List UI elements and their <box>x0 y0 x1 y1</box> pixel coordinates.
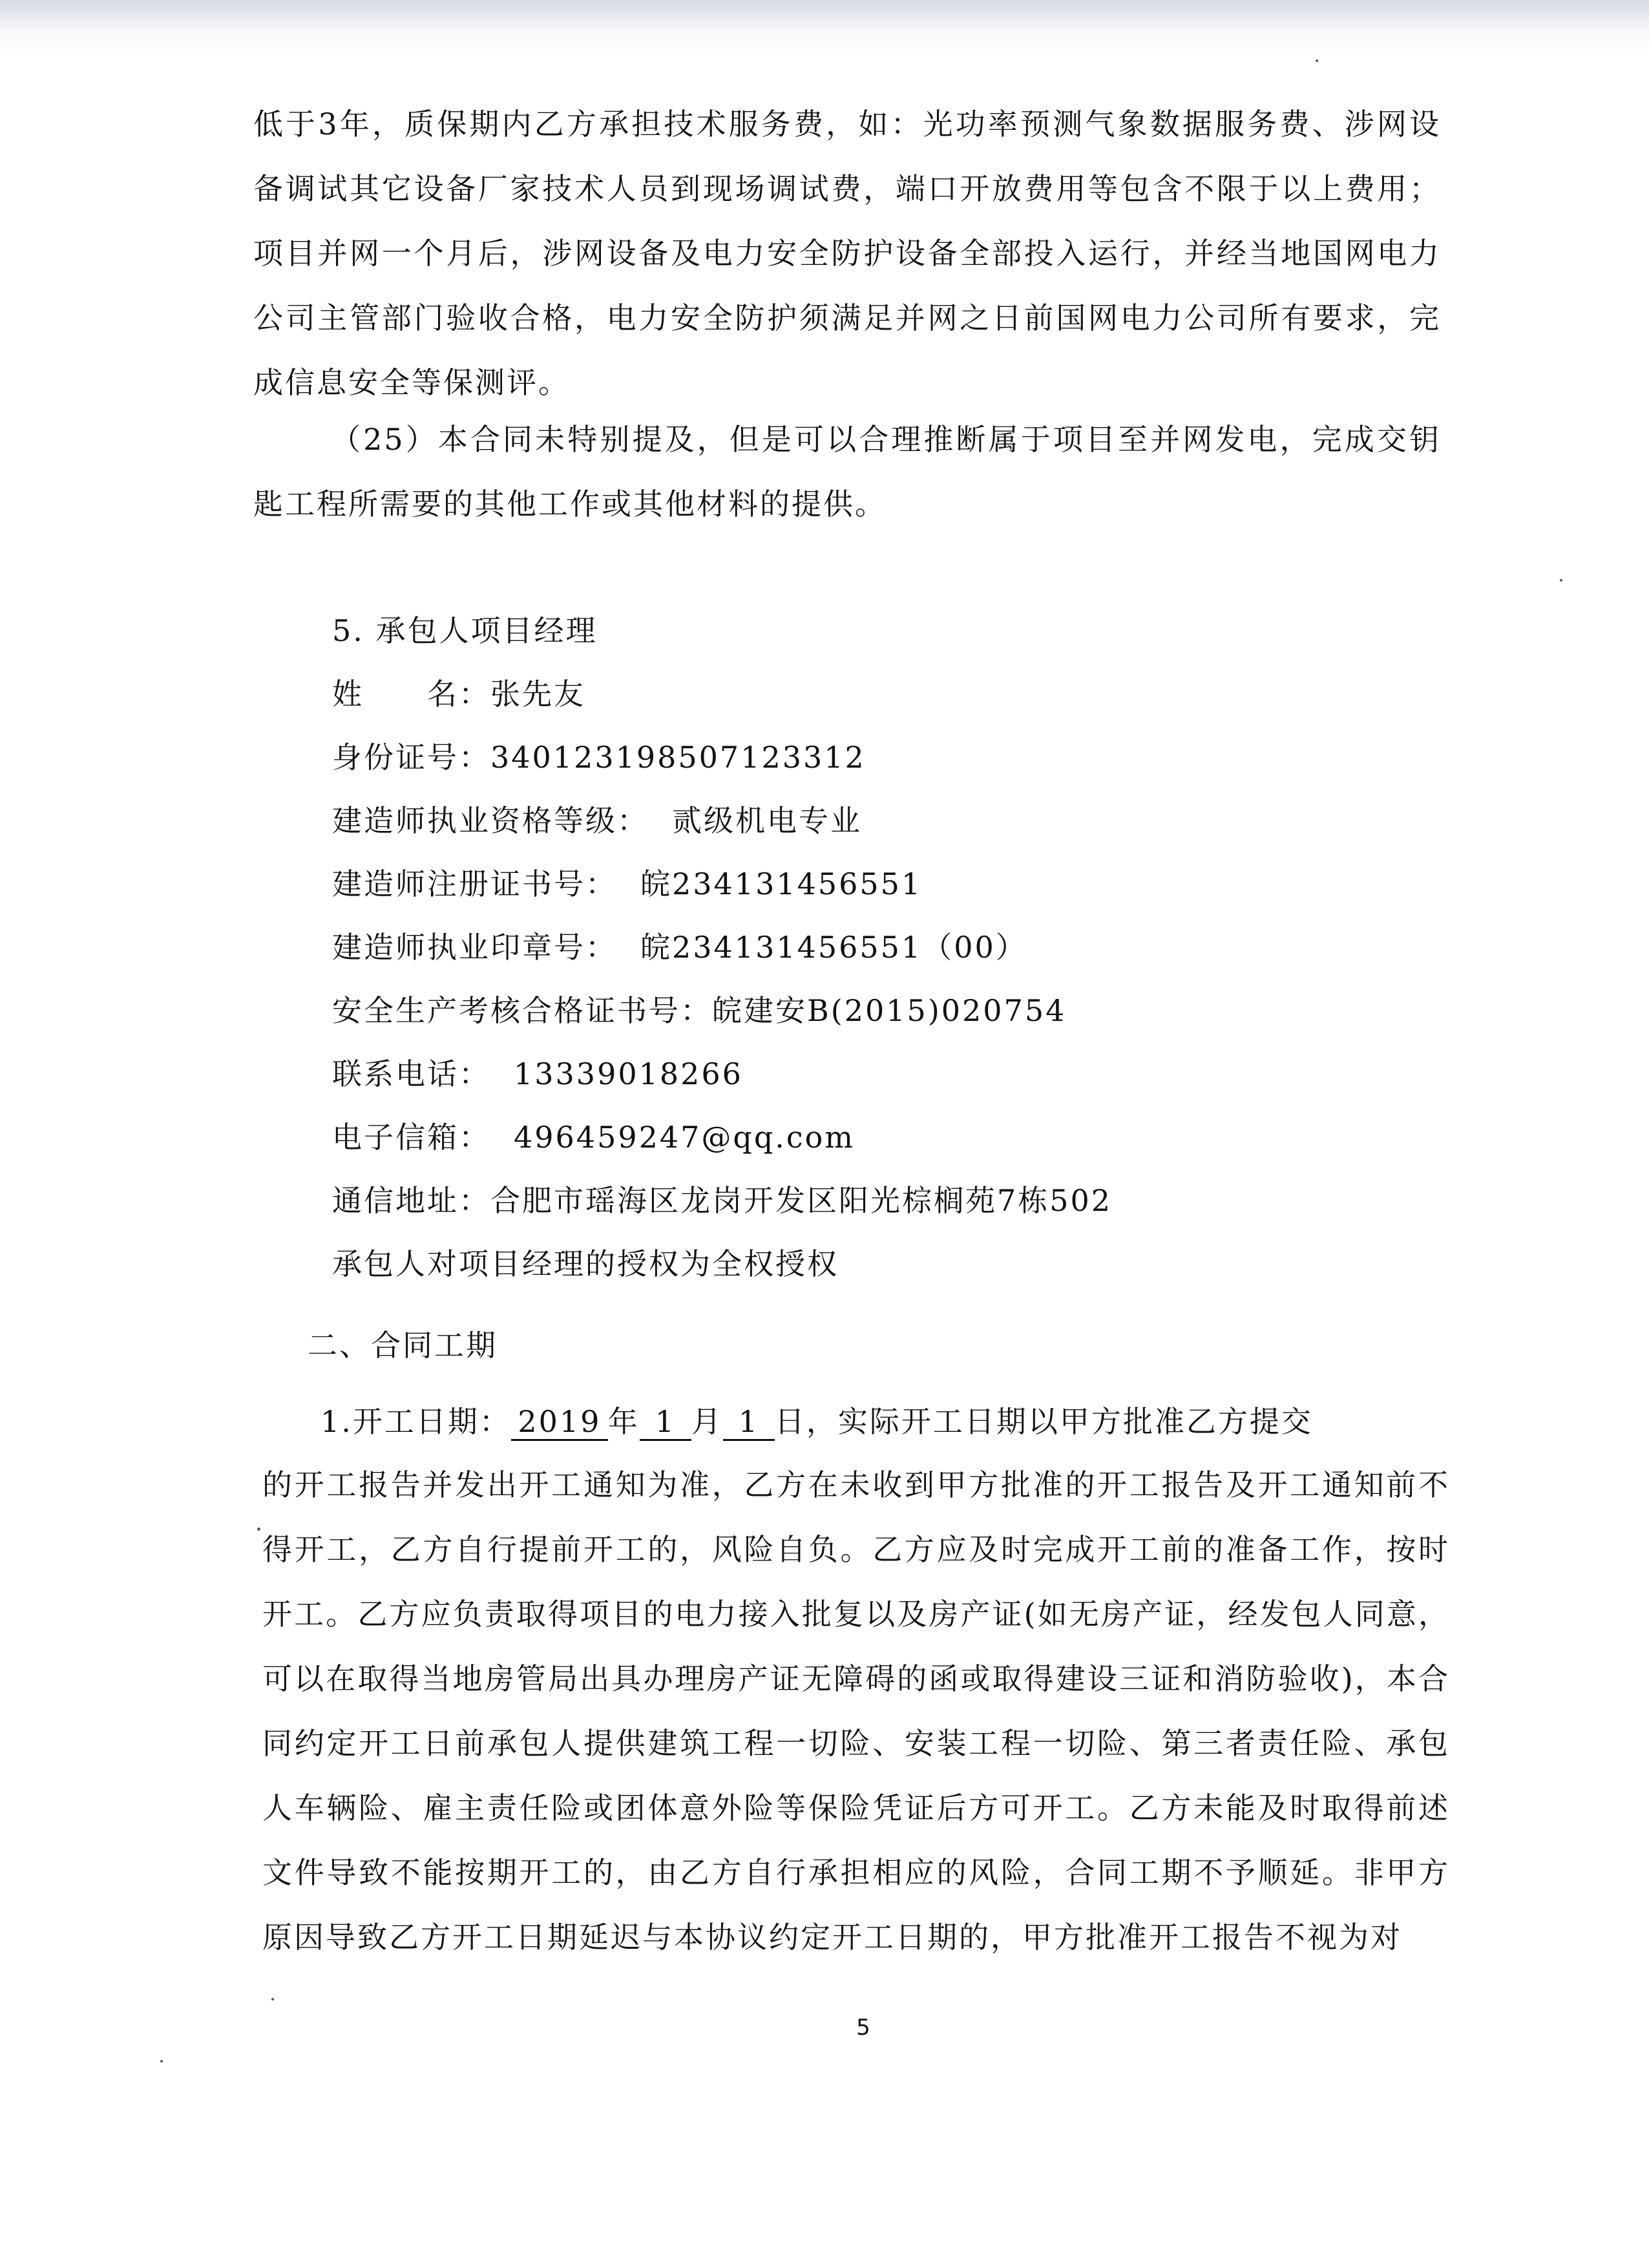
paragraph-item-25: （25）本合同未特别提及，但是可以合理推断属于项目至并网发电，完成交钥匙工程所需要的其他工作或其他材料的提供。 <box>253 422 1441 521</box>
paragraph-start-date-body: 的开工报告并发出开工通知为准，乙方在未收到甲方批准的开工报告及开工通知前不得开工，乙方自行提前开工的，风险自负。乙方应及时完成开工前的准备工作，按时开工。乙方应负责取得项目的电力接入批复以及房产证(如无房产证，经发包人同意，可以在取得当地房管局出具办理房产证无障碍的函或取得建设三证和消防验收)，本合同约定开工日前承包人提供建筑工程一切险、安装工程一切险、第三者责任险、承包人车辆险、雇主责任险或团体意外险等保险凭证后方可开工。乙方未能及时取得前述文件导致不能按期开工的，由乙方自行承担相应的风险，合同工期不予顺延。非甲方原因导致乙方开工日期延迟与本协议约定开工日期的，甲方批准开工报告不视为对 <box>262 1467 1450 1955</box>
manager-section-title: 5. 承包人项目经理 <box>332 613 598 648</box>
start-year-unit: 年 <box>607 1404 640 1439</box>
manager-phone-value: 13339018266 <box>514 1056 743 1091</box>
manager-qualification-row <box>332 801 862 840</box>
paragraph-warranty: 低于3年，质保期内乙方承担技术服务费，如：光功率预测气象数据服务费、涉网设备调试其它设备厂家技术人员到现场调试费，端口开放费用等包含不限于以上费用；项目并网一个月后，涉网设备及电力安全防护设备全部投入运行，并经当地国网电力公司主管部门验收合格，电力安全防护须满足并网之日前国网电力公司所有要求，完成信息安全等保测评。 <box>253 107 1441 400</box>
manager-id-label: 身份证号： <box>332 740 490 775</box>
manager-seal-value: 皖234131456551（00） <box>640 930 1027 965</box>
manager-seal-label: 建造师执业印章号： <box>332 930 617 965</box>
manager-name-label: 姓 名： <box>332 677 490 711</box>
section-heading-contract-period: 二、合同工期 <box>308 1328 498 1363</box>
manager-qualification-value: 贰级机电专业 <box>672 803 862 838</box>
scan-speck <box>1316 59 1318 62</box>
start-month-unit: 月 <box>691 1404 723 1439</box>
manager-address-label: 通信地址： <box>332 1183 490 1218</box>
scan-shadow <box>0 0 1649 32</box>
manager-qualification-label: 建造师执业资格等级： <box>332 803 649 838</box>
manager-name-row <box>332 675 585 713</box>
manager-safety-label: 安全生产考核合格证书号： <box>332 993 712 1028</box>
page-number: 5 <box>856 2015 870 2041</box>
scan-speck <box>160 2060 163 2063</box>
start-date-line-rest: ，实际开工日期以甲方批准乙方提交 <box>806 1404 1313 1439</box>
manager-authorization: 承包人对项目经理的授权为全权授权 <box>332 1246 839 1281</box>
manager-seal-row <box>332 928 1027 967</box>
start-day-unit: 日 <box>774 1404 806 1439</box>
start-date-label: 1.开工日期： <box>320 1404 511 1439</box>
manager-email-label: 电子信箱： <box>332 1120 490 1155</box>
start-date-row <box>320 1402 1313 1441</box>
start-day-field: 1 <box>723 1404 775 1441</box>
manager-registration-value: 皖234131456551 <box>640 866 923 901</box>
manager-id-row <box>332 738 866 777</box>
manager-email-row <box>332 1118 855 1157</box>
scan-speck <box>271 1998 274 2000</box>
manager-safety-row <box>332 991 1066 1030</box>
start-year-field: 2019 <box>511 1404 608 1441</box>
start-month-field: 1 <box>640 1404 691 1441</box>
manager-safety-value: 皖建安B(2015)020754 <box>712 993 1067 1028</box>
manager-address-value: 合肥市瑶海区龙岗开发区阳光棕榈苑7栋502 <box>490 1183 1113 1218</box>
manager-address-row <box>332 1181 1112 1220</box>
scan-speck <box>1560 579 1562 582</box>
scan-speck <box>257 1528 260 1531</box>
manager-phone-row <box>332 1055 743 1093</box>
manager-email-value: 496459247@qq.com <box>514 1120 855 1155</box>
manager-phone-label: 联系电话： <box>332 1056 490 1091</box>
manager-id-value: 340123198507123312 <box>490 740 866 775</box>
manager-registration-label: 建造师注册证书号： <box>332 866 617 901</box>
manager-name-value: 张先友 <box>490 677 585 711</box>
manager-registration-row <box>332 865 922 903</box>
